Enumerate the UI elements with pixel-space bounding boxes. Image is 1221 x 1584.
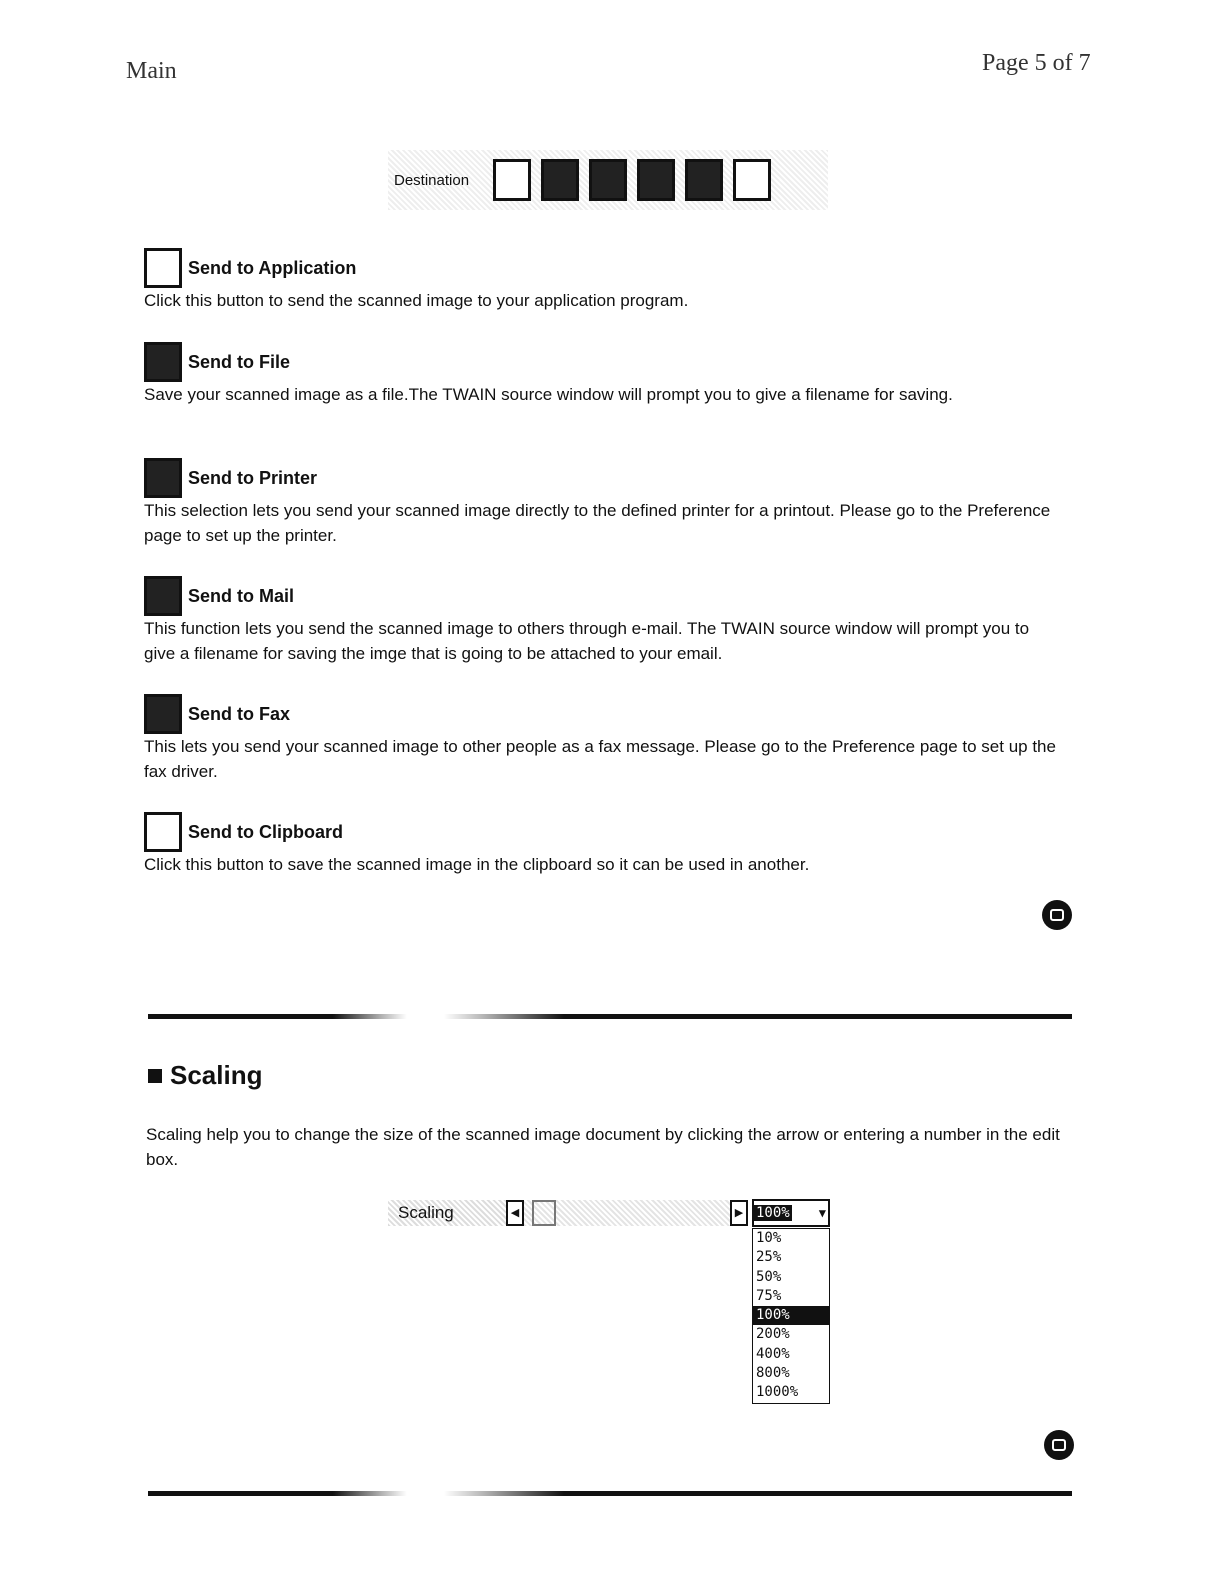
- chevron-down-icon[interactable]: ▼: [818, 1206, 826, 1220]
- home-icon[interactable]: [1042, 900, 1072, 930]
- scaling-combobox[interactable]: [752, 1199, 830, 1227]
- item-send-to-application: [144, 248, 1064, 313]
- item-send-to-fax: [144, 694, 1064, 784]
- section-scaling: [148, 1060, 262, 1091]
- scaling-dropdown-list: [752, 1228, 830, 1404]
- destination-label: Destination: [394, 171, 470, 189]
- divider: [148, 1014, 1072, 1019]
- option[interactable]: 50%: [756, 1268, 782, 1285]
- clipboard-icon: [144, 812, 182, 852]
- item-title: Send to File: [188, 351, 291, 372]
- item-description: This lets you send your scanned image to other people as a fax message. Please go to the Preference page to set up the fax driver.: [144, 737, 1056, 781]
- option[interactable]: 200%: [756, 1326, 790, 1343]
- option[interactable]: 75%: [756, 1287, 782, 1304]
- option-selected[interactable]: 100%: [753, 1306, 829, 1325]
- item-description: This function lets you send the scanned image to others through e-mail. The TWAIN source window will prompt you to give a filename for saving the imge that is going to be attached to your email.: [144, 619, 1030, 663]
- item-send-to-mail: [144, 576, 1064, 666]
- scaling-label: Scaling: [388, 1200, 506, 1226]
- item-send-to-printer: [144, 458, 1064, 548]
- file-icon[interactable]: [541, 159, 579, 201]
- mail-icon: [144, 576, 182, 616]
- item-send-to-file: [144, 342, 1064, 407]
- application-icon[interactable]: [493, 159, 531, 201]
- scaling-description: Scaling help you to change the size of the scanned image document by clicking the arrow or entering a number in the edit box.: [146, 1125, 1060, 1169]
- item-description: This selection lets you send your scanned image directly to the defined printer for a printout. Please go to the Preference page to set up the printer.: [144, 501, 1051, 545]
- scaling-control: [388, 1198, 830, 1228]
- home-icon[interactable]: [1044, 1430, 1074, 1460]
- mail-icon[interactable]: [637, 159, 675, 201]
- option[interactable]: 10%: [756, 1230, 782, 1246]
- fax-icon: [144, 694, 182, 734]
- slider-thumb[interactable]: [532, 1200, 556, 1226]
- item-title: Send to Clipboard: [188, 821, 343, 842]
- clipboard-icon[interactable]: [733, 159, 771, 201]
- scroll-left-button[interactable]: ◀: [506, 1200, 524, 1226]
- printer-icon[interactable]: [589, 159, 627, 201]
- item-title: Send to Mail: [188, 585, 295, 606]
- section-heading: Scaling: [170, 1060, 263, 1090]
- destination-toolbar: [388, 150, 828, 210]
- scaling-slider[interactable]: [524, 1200, 730, 1226]
- application-icon: [144, 248, 182, 288]
- item-description: Save your scanned image as a file.The TWAIN source window will prompt you to give a filename for saving.: [144, 385, 953, 404]
- item-send-to-clipboard: [144, 812, 1064, 877]
- header-title: Main: [126, 58, 177, 84]
- item-title: Send to Printer: [188, 467, 318, 488]
- divider: [148, 1491, 1072, 1496]
- option[interactable]: 25%: [756, 1249, 782, 1266]
- item-description: Click this button to save the scanned image in the clipboard so it can be used in another.: [144, 855, 810, 874]
- scroll-right-button[interactable]: ▶: [730, 1200, 748, 1226]
- fax-icon[interactable]: [685, 159, 723, 201]
- page-number: Page 5 of 7: [982, 50, 1091, 76]
- scaling-value[interactable]: 100%: [756, 1205, 790, 1221]
- item-description: Click this button to send the scanned image to your application program.: [144, 291, 689, 310]
- file-icon: [144, 342, 182, 382]
- option[interactable]: 400%: [756, 1345, 790, 1362]
- option[interactable]: 1000%: [756, 1384, 799, 1401]
- option[interactable]: 800%: [756, 1365, 790, 1382]
- item-title: Send to Fax: [188, 703, 291, 724]
- item-title: Send to Application: [188, 257, 357, 278]
- printer-icon: [144, 458, 182, 498]
- bullet-icon: [148, 1069, 162, 1083]
